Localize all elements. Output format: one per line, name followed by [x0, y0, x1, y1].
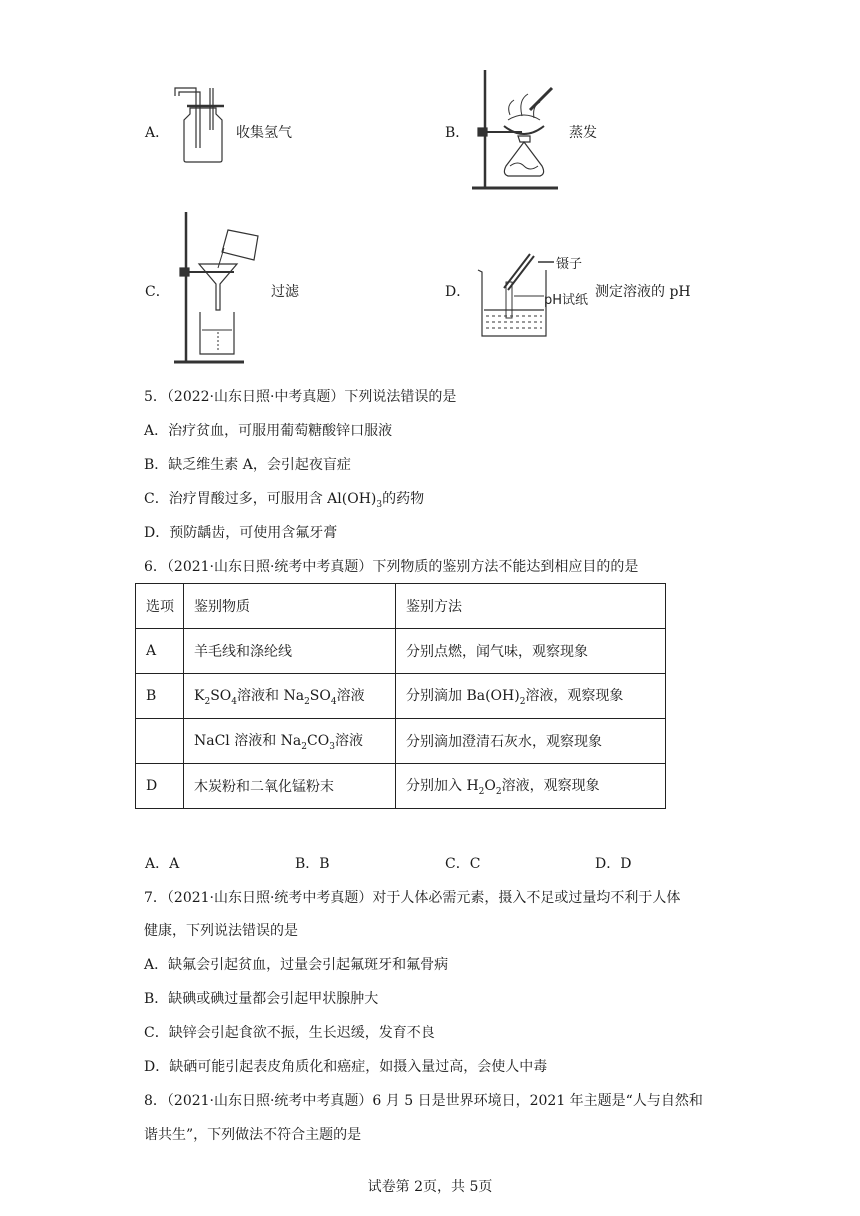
q5-option-b: B．缺乏维生素 A，会引起夜盲症	[144, 457, 351, 473]
ph-paper-label: pH试纸	[544, 293, 589, 308]
q7-stem-line1: 7．（2021·山东日照·统考中考真题）对于人体必需元素，摄入不足或过量均不利于人体	[144, 890, 681, 906]
row-method: 分别滴加澄清石灰水，观察现象	[396, 719, 666, 764]
q7-option-b: B．缺碘或碘过量都会引起甲状腺肿大	[144, 991, 379, 1007]
table-row	[136, 674, 666, 719]
option-d-letter: D．	[445, 284, 471, 300]
q7-stem-line2: 健康，下列说法错误的是	[144, 923, 298, 939]
row-substances: NaCl 溶液和 $Na_2CO_3$溶液	[184, 719, 396, 764]
q6-answer-b: B．B	[295, 856, 330, 872]
option-a-letter: A．	[145, 125, 170, 141]
q8-stem-line1: 8．（2021·山东日照·统考中考真题）6 月 5 日是世界环境日，2021 年主题是“人与自然和	[144, 1093, 703, 1109]
row-option: A	[136, 629, 184, 674]
row-method: 分别加入 $H_2O_2$溶液，观察现象	[396, 764, 666, 809]
tweezers-label: 镊子	[556, 257, 583, 272]
row-option: D	[136, 764, 184, 809]
row-substances: 木炭粉和二氧化锰粉末	[184, 764, 396, 809]
ph-test-apparatus-icon	[474, 248, 599, 340]
row-option: B	[136, 674, 184, 719]
q6-answer-d: D．D	[595, 856, 632, 872]
option-b-caption: 蒸发	[569, 125, 597, 141]
q6-answer-c: C．C	[445, 856, 481, 872]
row-substances: $K_2SO_4$溶液和 $Na_2SO_4$溶液	[184, 674, 396, 719]
q7-option-a: A．缺氟会引起贫血，过量会引起氟斑牙和氟骨病	[144, 957, 449, 973]
q6-table	[135, 583, 666, 809]
q5-option-a: A．治疗贫血，可服用葡萄糖酸锌口服液	[144, 423, 393, 439]
q6-answer-a: A．A	[145, 856, 180, 872]
q6-stem: 6．（2021·山东日照·统考中考真题）下列物质的鉴别方法不能达到相应目的的是	[144, 559, 639, 575]
q8-stem-line2: 谐共生”，下列做法不符合主题的是	[144, 1127, 362, 1143]
option-a-caption: 收集氢气	[236, 125, 292, 141]
option-b-letter: B．	[445, 125, 470, 141]
page-footer: 试卷第 2页，共 5页	[367, 1179, 493, 1195]
table-row	[136, 719, 666, 764]
q5-option-d: D．预防龋齿，可使用含氟牙膏	[144, 525, 338, 541]
table-row	[136, 629, 666, 674]
table-header-row	[136, 584, 666, 629]
table-header-cell: 鉴别方法	[396, 584, 666, 629]
q7-option-d: D．缺硒可能引起表皮角质化和癌症，如摄入量过高，会使人中毒	[144, 1059, 548, 1075]
row-method: 分别点燃，闻气味，观察现象	[396, 629, 666, 674]
table-row	[136, 764, 666, 809]
evaporation-apparatus-icon	[470, 70, 560, 192]
option-d-caption: 测定溶液的 pH	[595, 284, 691, 300]
option-c-caption: 过滤	[271, 284, 299, 300]
q5-stem: 5．（2022·山东日照·中考真题）下列说法错误的是	[144, 389, 457, 405]
option-c-letter: C．	[145, 284, 170, 300]
q7-option-c: C．缺锌会引起食欲不振，生长迟缓，发育不良	[144, 1025, 435, 1041]
table-header-cell: 选项	[136, 584, 184, 629]
row-option	[136, 719, 184, 764]
gas-collection-bottle-icon	[172, 84, 232, 164]
row-method: 分别滴加 $Ba(OH)_2$溶液，观察现象	[396, 674, 666, 719]
filtration-apparatus-icon	[172, 212, 272, 366]
row-substances: 羊毛线和涤纶线	[184, 629, 396, 674]
q5-option-c: C．治疗胃酸过多，可服用含 $Al(OH)_3$的药物	[144, 491, 425, 510]
table-header-cell: 鉴别物质	[184, 584, 396, 629]
